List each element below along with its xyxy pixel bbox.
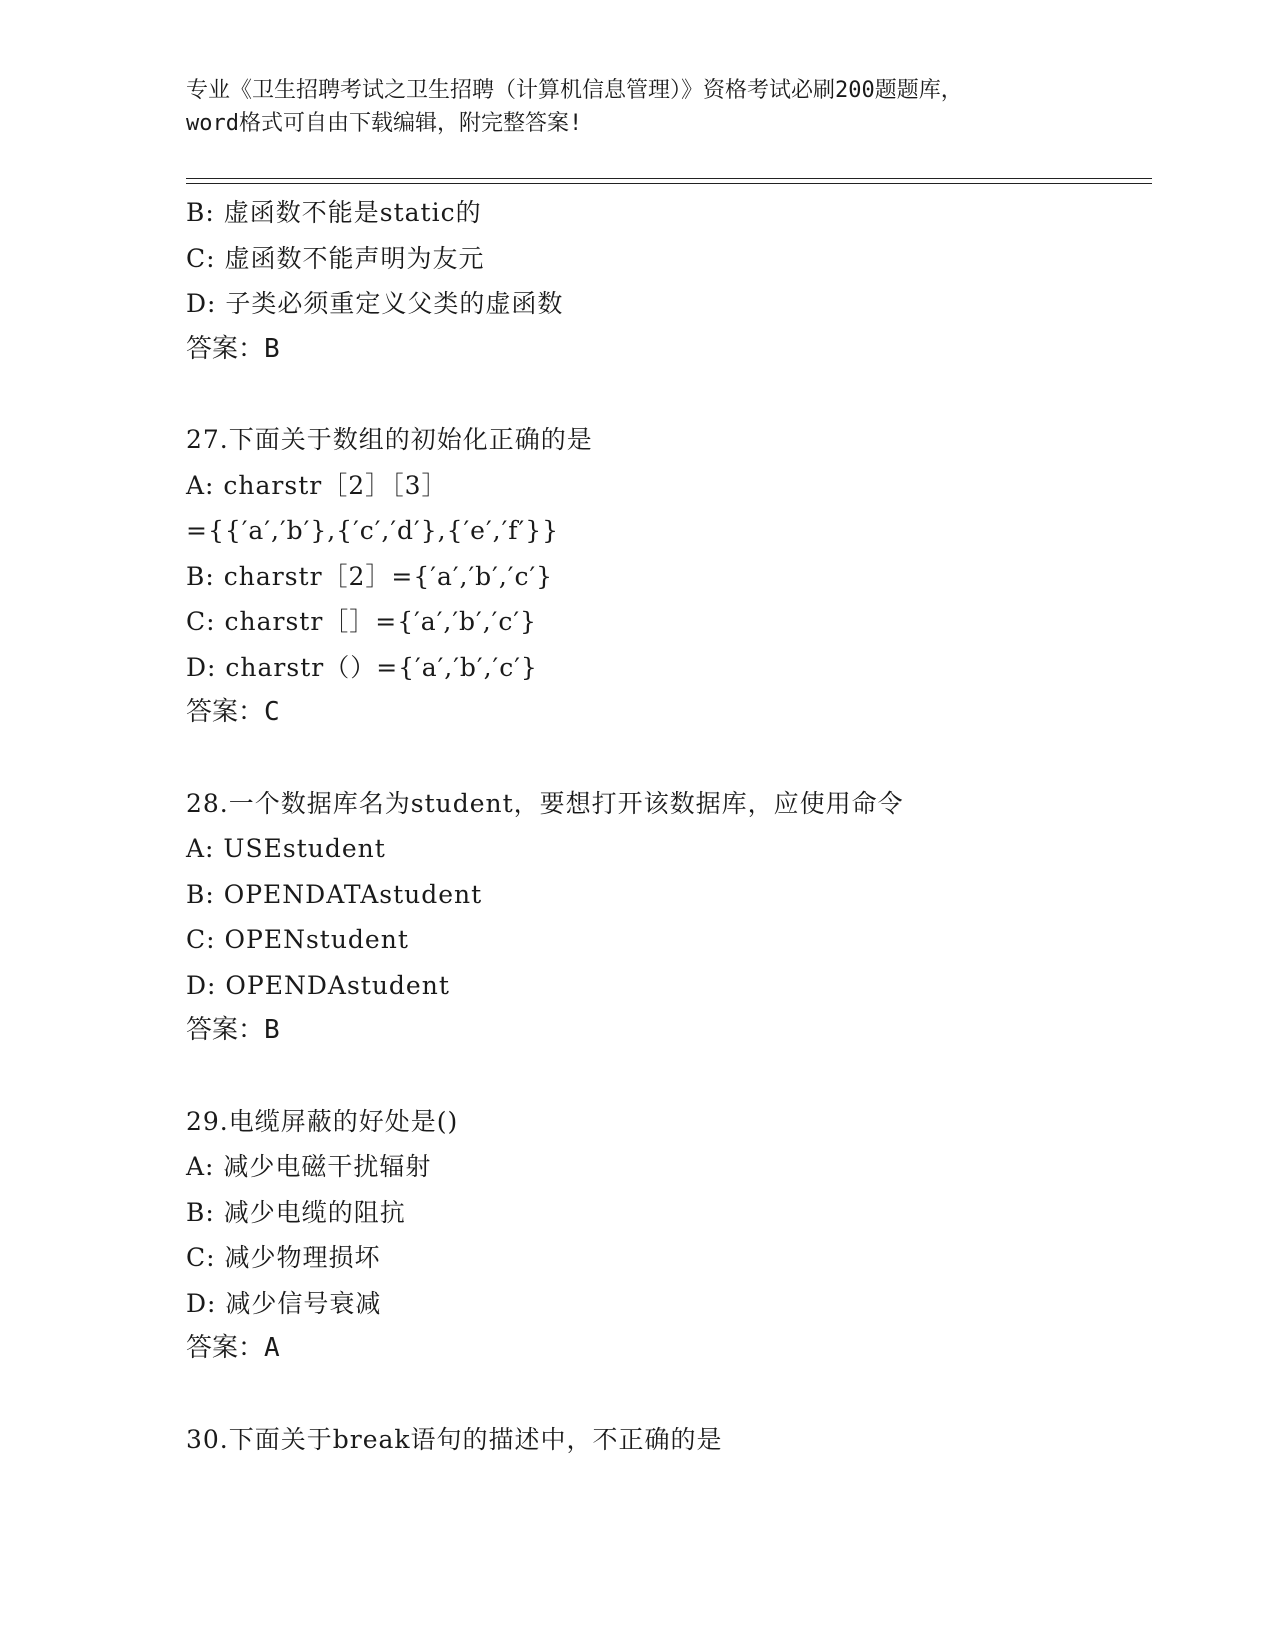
option-a-continued: ={{′a′,′b′},{′c′,′d′},{′e′,′f′}} (186, 516, 560, 545)
page-header (186, 74, 1086, 140)
answer-line: 答案：A (186, 1333, 280, 1363)
option-c: C: charstr［］={′a′,′b′,′c′} (186, 607, 537, 636)
question-27 (186, 417, 1146, 736)
question-30 (186, 1417, 1146, 1463)
option-c: C: 减少物理损坏 (186, 1243, 381, 1272)
option-c: C: OPENstudent (186, 925, 409, 954)
option-d: D: 子类必须重定义父类的虚函数 (186, 289, 564, 318)
question-title: 27.下面关于数组的初始化正确的是 (186, 425, 593, 454)
option-d: D: OPENDAstudent (186, 970, 450, 1000)
question-title: 28.一个数据库名为student，要想打开该数据库，应使用命令 (186, 788, 904, 818)
answer-line: 答案：C (186, 697, 280, 727)
option-c: C: 虚函数不能声明为友元 (186, 243, 485, 273)
option-d: D: charstr（）={′a′,′b′,′c′} (186, 652, 538, 682)
header-divider (186, 178, 1152, 184)
option-a: A: USEstudent (186, 834, 386, 863)
option-b: B: 虚函数不能是static的 (186, 198, 482, 227)
option-b: B: 减少电缆的阻抗 (186, 1197, 406, 1227)
answer-line: 答案：B (186, 333, 280, 364)
option-a: A: charstr［2］［3］ (186, 470, 448, 500)
header-line-2: word格式可自由下载编辑，附完整答案! (186, 111, 583, 136)
option-a: A: 减少电磁干扰辐射 (186, 1152, 432, 1181)
question-26-partial (186, 190, 1146, 372)
option-d: D: 减少信号衰减 (186, 1288, 382, 1318)
option-b: B: OPENDATAstudent (186, 879, 483, 909)
question-list (186, 190, 1146, 1462)
question-28 (186, 781, 1146, 1054)
question-title: 29.电缆屏蔽的好处是() (186, 1106, 459, 1136)
option-b: B: charstr［2］={′a′,′b′,′c′} (186, 561, 554, 591)
header-line-1: 专业《卫生招聘考试之卫生招聘（计算机信息管理）》资格考试必刷200题题库， (186, 78, 963, 103)
answer-line: 答案：B (186, 1015, 280, 1045)
question-29 (186, 1099, 1146, 1372)
question-title: 30.下面关于break语句的描述中，不正确的是 (186, 1424, 723, 1454)
